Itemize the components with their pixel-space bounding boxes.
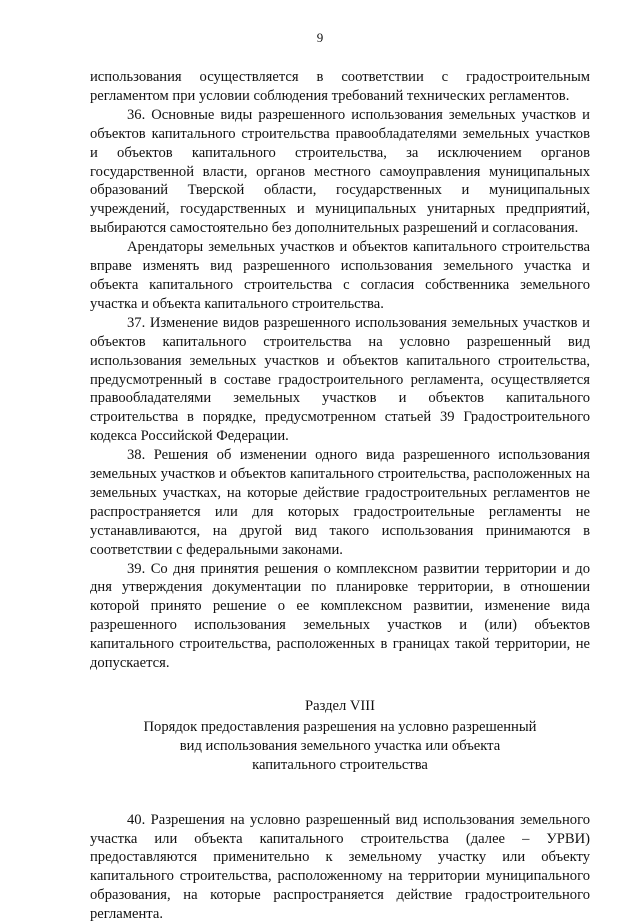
- paragraph-37: 37. Изменение видов разрешенного использования земельных участков и объектов капитального строительства на условно разрешенный вид использования земельных участков и объектов капитального строительства, предусмотренный в составе градостроительного регламента, осуществляется правообладателями земельных участков и объектов капитального строительства в порядке, предусмотренном статьей 39 Градостроительного кодекса Российской Федерации.: [90, 314, 590, 445]
- section-heading: [90, 697, 590, 775]
- section-title-line-2: вид использования земельного участка или объекта: [179, 737, 501, 754]
- paragraph-36: 36. Основные виды разрешенного использования земельных участков и объектов капитального строительства правообладателями земельных участков и объектов капитального строительства, за исключением органов государственной власти, органов местного самоуправления муниципальных образований Тверской области, государственных и муниципальных учреждений, государственных и муниципальных унитарных предприятий, выбираются самостоятельно без дополнительных разрешений и согласования.: [90, 106, 590, 237]
- section-spacer: [90, 775, 590, 811]
- paragraph-39: 39. Со дня принятия решения о комплексном развитии территории и до дня утверждения документации по планировке территории, в отношении которой принято решение о ее комплексном развитии, изменение вида разрешенного использования земельных участков и (или) объектов капитального строительства, расположенных в границах такой территории, не допускается.: [90, 560, 590, 672]
- page-number: 9: [316, 30, 324, 45]
- paragraph-40: 40. Разрешения на условно разрешенный вид использования земельного участка или объекта капитального строительства (далее – УРВИ) предоставляются применительно к земельному участку или объекту капитального строительства, расположенному на территории муниципального образования, на которые распространяется действие градостроительного регламента.: [90, 811, 590, 923]
- document-body: [90, 68, 590, 924]
- paragraph-36-tenants: Арендаторы земельных участков и объектов капитального строительства вправе изменять вид разрешенного использования земельного участка и объекта капитального строительства с согласия собственника земельного участка и объекта капитального строительства.: [90, 239, 590, 312]
- section-title-line-3: капитального строительства: [252, 756, 428, 773]
- section-label: Раздел VIII: [304, 698, 376, 714]
- paragraph-continuation: использования осуществляется в соответствии с градостроительным регламентом при условии соблюдения требований технических регламентов.: [90, 69, 590, 104]
- paragraph-38: 38. Решения об изменении одного вида разрешенного использования земельных участков и объектов капитального строительства, расположенных на земельных участках, на которые действие градостроительных регламентов не распространяется или для которых градостроительные регламенты не устанавливаются, на другой вид такого использования принимаются в соответствии с федеральными законами.: [90, 447, 590, 558]
- section-title-line-1: Порядок предоставления разрешения на условно разрешенный: [143, 718, 537, 735]
